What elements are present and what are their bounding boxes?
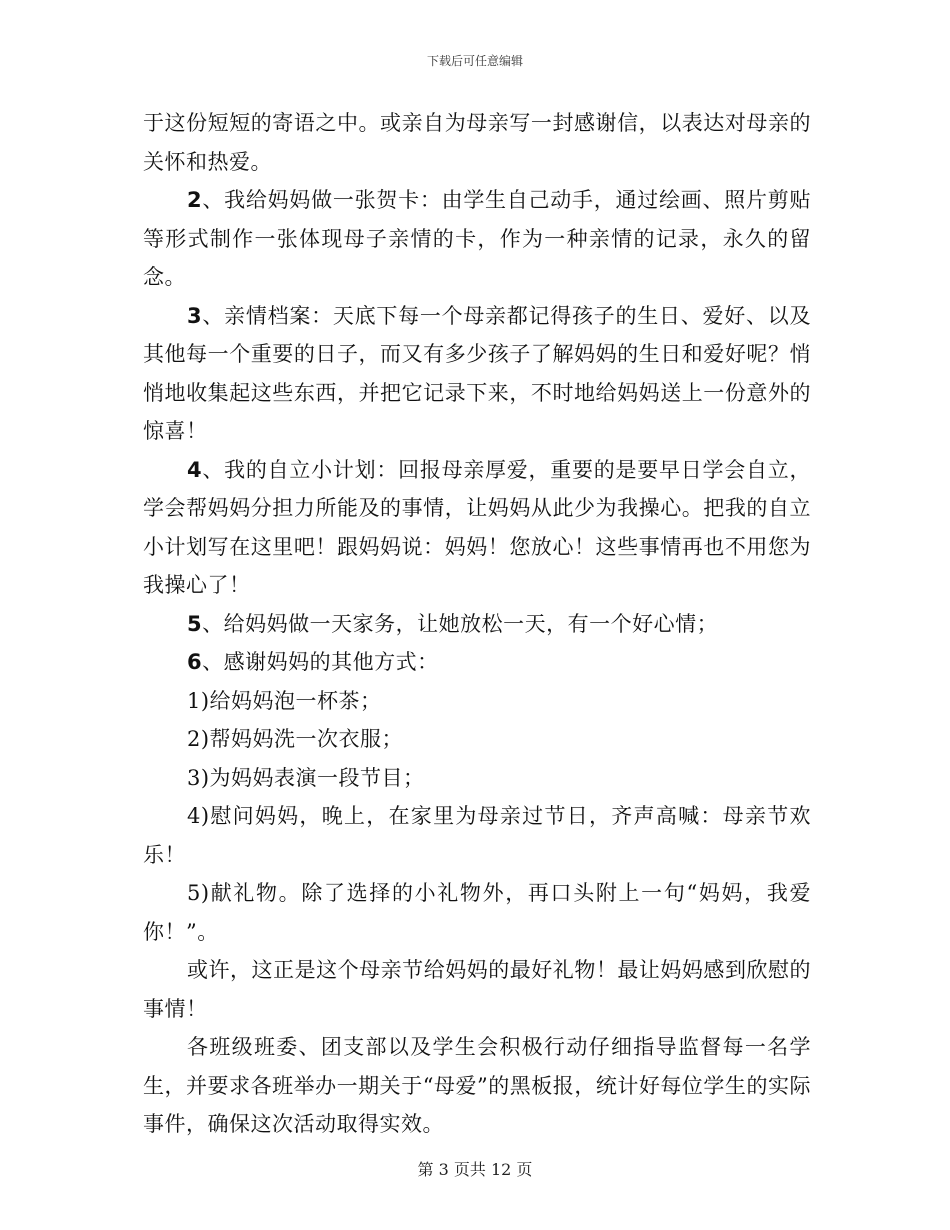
- item-number: 2: [187, 188, 203, 212]
- item-number: 5: [187, 611, 203, 636]
- item-number: 3: [187, 303, 203, 328]
- paragraph-text: 、亲情档案：天底下每一个母亲都记得孩子的生日、爱好、以及其他每一个重要的日子，而又有多少孩子了解妈妈的生日和爱好呢？悄悄地收集起这些东西，并把它记录下来，不时地给妈妈送上一份意外的惊喜！: [143, 303, 811, 443]
- list-item: [143, 720, 811, 759]
- list-item-text: 2)帮妈妈洗一次衣服；: [187, 727, 404, 751]
- page-number-footer: 第 3 页共 12 页: [417, 1160, 533, 1179]
- item-number: 4: [187, 457, 203, 482]
- paragraph-text: 于这份短短的寄语之中。或亲自为母亲写一封感谢信，以表达对母亲的关怀和热爱。: [143, 111, 811, 174]
- page-header: 下载后可任意编辑: [426, 54, 523, 68]
- document-body: [143, 104, 811, 1144]
- list-item-text: 1)给妈妈泡一杯茶；: [187, 688, 382, 713]
- paragraph-text: 各班级班委、团支部以及学生会积极行动仔细指导监督每一名学生，并要求各班举办一期关于“母爱”的黑板报，统计好每位学生的实际事件，确保这次活动取得实效。: [143, 1035, 811, 1136]
- paragraph-continuation: [143, 104, 811, 181]
- paragraph-independence-plan: [143, 451, 811, 605]
- paragraph-text: 或许，这正是这个母亲节给妈妈的最好礼物！最让妈妈感到欣慰的事情！: [143, 958, 811, 1021]
- list-item-text: 3)为妈妈表演一段节目；: [187, 765, 425, 790]
- paragraph-text: 、我给妈妈做一张贺卡：由学生自己动手，通过绘画、照片剪贴等形式制作一张体现母子亲情的卡，作为一种亲情的记录，永久的留念。: [143, 188, 811, 289]
- paragraph-housework: [143, 605, 811, 644]
- list-item: [143, 797, 811, 874]
- list-item: [143, 682, 811, 721]
- item-number: 6: [187, 650, 203, 674]
- paragraph-text: 、给妈妈做一天家务，让她放松一天，有一个好心情；: [202, 611, 719, 636]
- paragraph-other-ways: [143, 643, 811, 682]
- paragraph-greeting-card: [143, 181, 811, 297]
- paragraph-conclusion: [143, 951, 811, 1028]
- paragraph-text: 、感谢妈妈的其他方式：: [202, 650, 439, 674]
- list-item-text: 4)慰问妈妈，晚上，在家里为母亲过节日，齐声高喊：母亲节欢乐！: [143, 804, 811, 867]
- paragraph-instructions: [143, 1028, 811, 1144]
- paragraph-text: 、我的自立小计划：回报母亲厚爱，重要的是要早日学会自立，学会帮妈妈分担力所能及的事情，让妈妈从此少为我操心。把我的自立小计划写在这里吧！跟妈妈说：妈妈！您放心！这些事情再也不用您为我操心了！: [143, 457, 811, 597]
- list-item-text: 5)献礼物。除了选择的小礼物外，再口头附上一句“妈妈，我爱你！”。: [143, 881, 811, 944]
- paragraph-family-archive: [143, 297, 811, 451]
- list-item: [143, 759, 811, 798]
- list-item: [143, 874, 811, 951]
